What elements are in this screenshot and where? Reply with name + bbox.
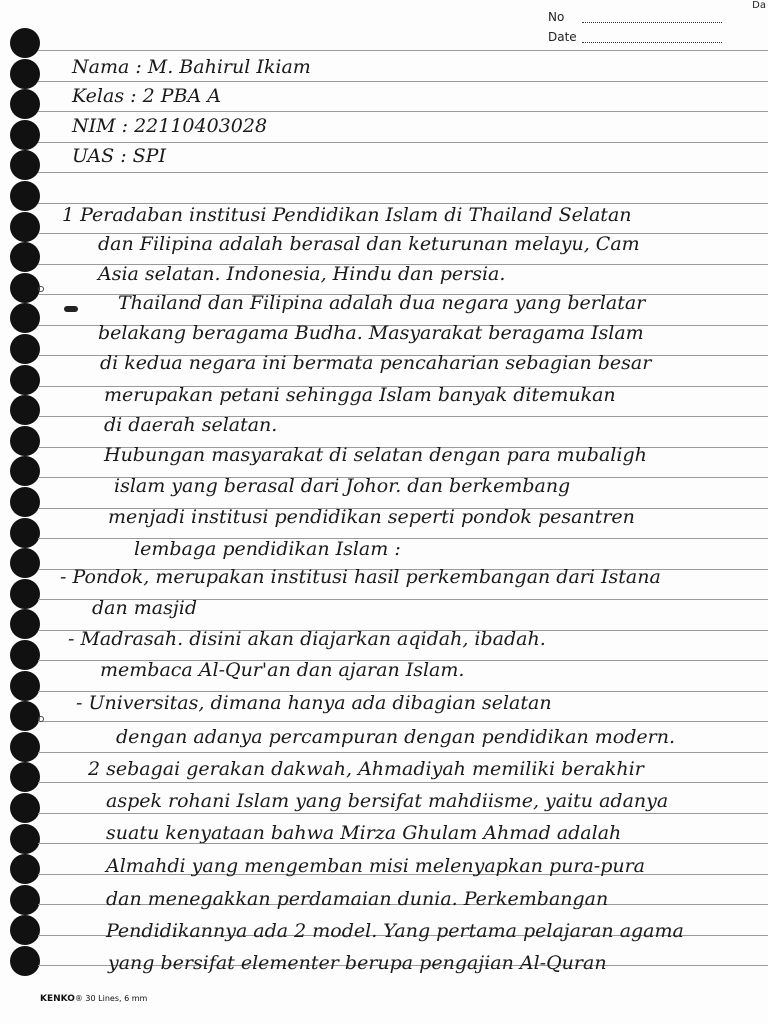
binder-hole [10, 89, 40, 119]
binder-hole [10, 181, 40, 211]
binder-hole [10, 579, 40, 609]
binder-hole [10, 395, 40, 425]
text-line: merupakan petani sehingga Islam banyak ditemukan [104, 384, 616, 406]
binder-hole [10, 762, 40, 792]
binder-hole [10, 701, 40, 731]
binder-hole [10, 334, 40, 364]
brand-name: KENKO [40, 994, 75, 1004]
brand-mark: ® [74, 994, 83, 1003]
binder-hole [10, 28, 40, 58]
binder-hole [10, 365, 40, 395]
binder-hole [10, 303, 40, 333]
binder-hole [10, 915, 40, 945]
paper-spec: 30 Lines, 6 mm [85, 994, 148, 1003]
ruled-line [38, 172, 768, 173]
binder-hole [10, 273, 40, 303]
scribble-bullet [64, 306, 78, 312]
text-line: dan Filipina adalah berasal dan keturunan melayu, Cam [98, 233, 640, 255]
text-line: dan menegakkan perdamaian dunia. Perkembangan [106, 888, 609, 910]
margin-circle [38, 716, 44, 722]
text-line: Hubungan masyarakat di selatan dengan para mubaligh [104, 444, 647, 466]
margin-circle [38, 286, 44, 292]
binder-hole [10, 732, 40, 762]
paper-brand-footer [40, 994, 147, 1004]
binder-hole [10, 793, 40, 823]
text-line: aspek rohani Islam yang bersifat mahdiisme, yaitu adanya [106, 790, 669, 812]
binder-hole [10, 242, 40, 272]
text-line: UAS : SPI [72, 145, 166, 167]
binder-hole [10, 854, 40, 884]
ruled-line [38, 813, 768, 814]
text-line: dengan adanya percampuran dengan pendidikan modern. [116, 726, 675, 748]
no-field [582, 22, 722, 23]
ruled-line [38, 721, 768, 722]
text-line: dan masjid [92, 597, 197, 619]
date-label: Date [548, 30, 577, 44]
text-line: suatu kenyataan bahwa Mirza Ghulam Ahmad adalah [106, 822, 622, 844]
ruled-line [38, 50, 768, 51]
text-line: Nama : M. Bahirul Ikiam [72, 56, 311, 78]
text-line: Kelas : 2 PBA A [72, 85, 221, 107]
binder-hole [10, 426, 40, 456]
binder-hole [10, 548, 40, 578]
text-line: 2 sebagai gerakan dakwah, Ahmadiyah memiliki berakhir [88, 758, 644, 780]
text-line: NIM : 22110403028 [72, 115, 268, 137]
text-line: 1 Peradaban institusi Pendidikan Islam di Thailand Selatan [62, 204, 632, 226]
corner-text: Da [752, 0, 766, 11]
text-line: Thailand dan Filipina adalah dua negara yang berlatar [118, 292, 646, 314]
text-line: di kedua negara ini bermata pencaharian sebagian besar [100, 352, 652, 374]
text-line: belakang beragama Budha. Masyarakat beragama Islam [98, 322, 644, 344]
binder-hole [10, 150, 40, 180]
text-line: - Pondok, merupakan institusi hasil perkembangan dari Istana [60, 566, 661, 588]
text-line: Almahdi yang mengemban misi melenyapkan pura-pura [106, 855, 646, 877]
text-line: - Madrasah. disini akan diajarkan aqidah, ibadah. [68, 628, 546, 650]
binder-hole [10, 640, 40, 670]
no-label: No [548, 10, 565, 24]
ruled-line [38, 752, 768, 753]
text-line: Pendidikannya ada 2 model. Yang pertama pelajaran agama [106, 920, 684, 942]
binder-hole [10, 824, 40, 854]
binder-hole [10, 487, 40, 517]
text-line: di daerah selatan. [104, 414, 278, 436]
text-line: - Universitas, dimana hanya ada dibagian selatan [76, 692, 552, 714]
binder-hole [10, 120, 40, 150]
binder-hole [10, 59, 40, 89]
binder-hole [10, 885, 40, 915]
binder-hole [10, 609, 40, 639]
binder-hole [10, 212, 40, 242]
text-line: Asia selatan. Indonesia, Hindu dan persia. [98, 263, 506, 285]
binder-hole [10, 518, 40, 548]
text-line: islam yang berasal dari Johor. dan berkembang [114, 475, 571, 497]
text-line: yang bersifat elementer berupa pengajian Al-Quran [108, 952, 607, 974]
ruled-line [38, 142, 768, 143]
binder-hole [10, 671, 40, 701]
binder-hole [10, 456, 40, 486]
ruled-line [38, 782, 768, 783]
text-line: membaca Al-Qur'an dan ajaran Islam. [100, 659, 465, 681]
ruled-line [38, 81, 768, 82]
date-field [582, 42, 722, 43]
text-line: lembaga pendidikan Islam : [134, 538, 401, 560]
text-line: menjadi institusi pendidikan seperti pondok pesantren [108, 506, 635, 528]
ruled-line [38, 111, 768, 112]
binder-hole [10, 946, 40, 976]
